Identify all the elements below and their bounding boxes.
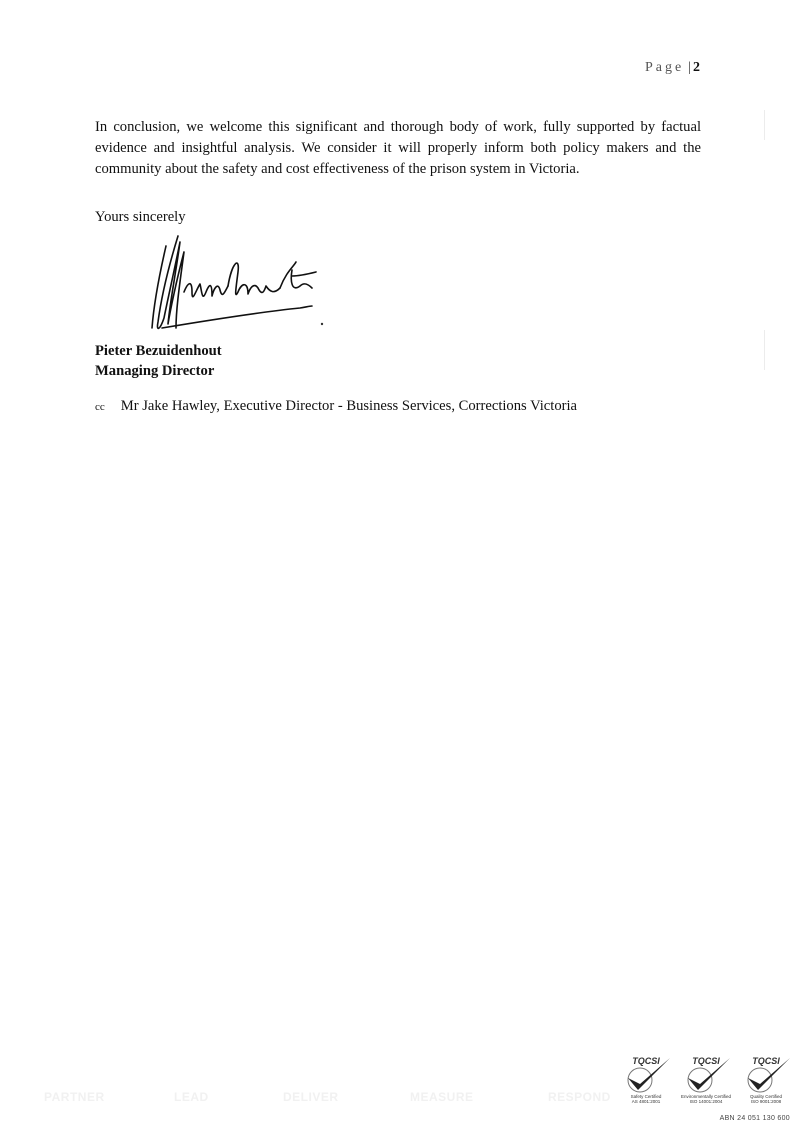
- cc-label: cc: [95, 401, 105, 413]
- signer-name: Pieter Bezuidenhout: [95, 343, 222, 359]
- cert-line-1: Environmentally Certified: [680, 1094, 732, 1099]
- cc-recipient: Mr Jake Hawley, Executive Director - Business Services, Corrections Victoria: [120, 398, 578, 414]
- abn-number: ABN 24 051 130 600: [719, 1115, 790, 1122]
- signer-block: [95, 341, 222, 381]
- footer-word-measure: MEASURE: [410, 1090, 474, 1104]
- cert-line-2: ISO 14001:2004: [689, 1099, 723, 1104]
- page-number-header: [645, 60, 700, 76]
- cert-brand: TQCSI: [752, 1056, 780, 1066]
- footer-values-band: [0, 1090, 620, 1110]
- footer-word-deliver: DELIVER: [283, 1090, 339, 1104]
- cert-line-1: Safety Certified: [630, 1094, 662, 1099]
- cert-logo-environment: [678, 1054, 734, 1114]
- letter-closing: Yours sincerely: [95, 209, 186, 225]
- cc-line: [95, 398, 577, 415]
- cert-brand: TQCSI: [692, 1056, 720, 1066]
- page-label: Page: [644, 60, 685, 75]
- cert-logo-quality: [738, 1054, 794, 1114]
- cert-line-1: Quality Certified: [749, 1094, 782, 1099]
- handwritten-signature: [140, 232, 350, 342]
- certification-logos: [618, 1054, 798, 1114]
- scan-artifact: [764, 330, 765, 370]
- footer-word-partner: PARTNER: [44, 1090, 105, 1104]
- letter-body-paragraph: In conclusion, we welcome this significant and thorough body of work, fully supported by factual evidence and insightful analysis. We consider it will properly inform both policy makers and the community about the safety and cost effectiveness of the prison system in Victoria.: [95, 119, 701, 177]
- cert-logo-safety: [618, 1054, 674, 1114]
- cert-line-2: ISO 9001:2008: [750, 1099, 782, 1104]
- footer-word-respond: RESPOND: [548, 1090, 611, 1104]
- signer-title: Managing Director: [95, 363, 215, 379]
- footer-word-lead: LEAD: [174, 1090, 209, 1104]
- page-separator: |: [688, 60, 691, 75]
- page-number: 2: [693, 60, 700, 75]
- cert-line-2: AS 4801:2001: [631, 1099, 661, 1104]
- scan-artifact: [764, 110, 765, 140]
- cert-brand: TQCSI: [632, 1056, 660, 1066]
